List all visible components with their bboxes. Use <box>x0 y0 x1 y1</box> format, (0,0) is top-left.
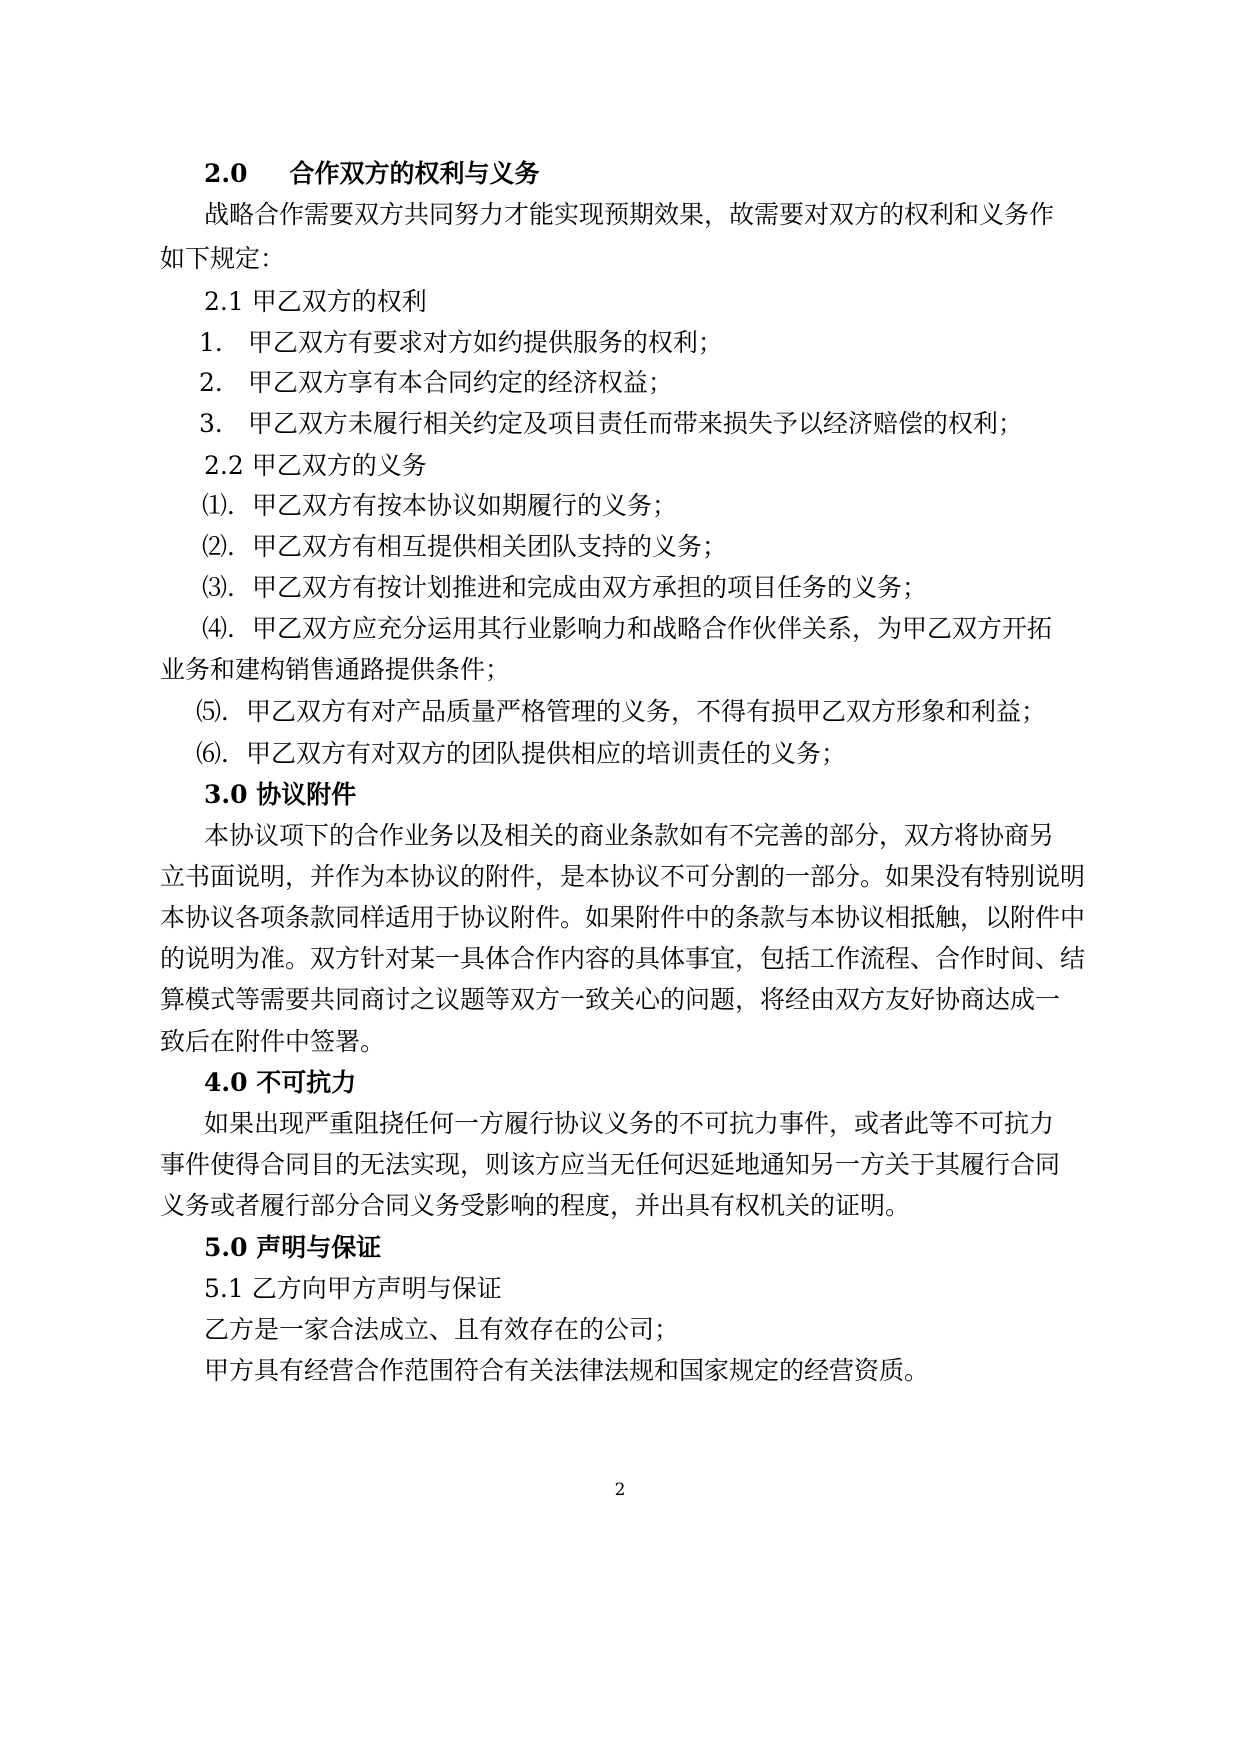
section-4-0-line-2: 事件使得合同目的无法实现，则该方应当无任何迟延地通知另一方关于其履行合同 <box>160 1150 1061 1179</box>
heading-2-0-number: 2.0 <box>204 159 248 188</box>
section-3-0-line-4: 的说明为准。双方针对某一具体合作内容的具体事宜，包括工作流程、合作时间、结 <box>160 944 1086 973</box>
page-number: 2 <box>614 1480 626 1500</box>
duties-item-5: ⑸．甲乙双方有对产品质量严格管理的义务，不得有损甲乙双方形象和利益； <box>196 697 1047 726</box>
section-5-1-line-1: 乙方是一家合法成立、且有效存在的公司； <box>204 1315 680 1344</box>
section-4-0-line-3: 义务或者履行部分合同义务受影响的程度，并出具有权机关的证明。 <box>160 1191 911 1220</box>
heading-3-0: 3.0 协议附件 <box>204 780 357 809</box>
duties-item-1: ⑴．甲乙双方有按本协议如期履行的义务； <box>202 491 678 520</box>
section-3-0-line-2: 立书面说明，并作为本协议的附件，是本协议不可分割的一部分。如果没有特别说明 <box>160 862 1086 891</box>
heading-5-0: 5.0 声明与保证 <box>204 1233 382 1262</box>
rights-item-2: 2． 甲乙双方享有本合同约定的经济权益； <box>199 368 673 397</box>
heading-2-0-title: 合作双方的权利与义务 <box>289 159 540 188</box>
intro-line-2: 如下规定： <box>160 244 286 273</box>
rights-item-1: 1． 甲乙双方有要求对方如约提供服务的权利； <box>199 328 723 357</box>
rights-item-3: 3． 甲乙双方未履行相关约定及项目责任而带来损失予以经济赔偿的权利； <box>199 409 1023 438</box>
section-2-1-heading: 2.1 甲乙双方的权利 <box>204 287 427 316</box>
section-3-0-line-6: 致后在附件中签署。 <box>160 1027 386 1056</box>
duties-item-4: ⑷．甲乙双方应充分运用其行业影响力和战略合作伙伴关系，为甲乙双方开拓 <box>202 614 1053 643</box>
section-2-2-heading: 2.2 甲乙双方的义务 <box>204 451 427 480</box>
duties-item-6: ⑹．甲乙双方有对双方的团队提供相应的培训责任的义务； <box>196 739 847 768</box>
section-3-0-line-3: 本协议各项条款同样适用于协议附件。如果附件中的条款与本协议相抵触，以附件中 <box>160 903 1086 932</box>
heading-2-0 <box>204 158 540 190</box>
intro-line-1: 战略合作需要双方共同努力才能实现预期效果，故需要对双方的权利和义务作 <box>204 200 1055 229</box>
heading-4-0: 4.0 不可抗力 <box>204 1068 357 1097</box>
section-5-1-line-2: 甲方具有经营合作范围符合有关法律法规和国家规定的经营资质。 <box>204 1356 930 1385</box>
section-5-1-heading: 5.1 乙方向甲方声明与保证 <box>204 1274 502 1303</box>
duties-item-4-cont: 业务和建构销售通路提供条件； <box>160 655 511 684</box>
duties-item-2: ⑵．甲乙双方有相互提供相关团队支持的义务； <box>202 532 728 561</box>
duties-item-3: ⑶．甲乙双方有按计划推进和完成由双方承担的项目任务的义务； <box>202 573 928 602</box>
section-3-0-line-5: 算模式等需要共同商讨之议题等双方一致关心的问题，将经由双方友好协商达成一 <box>160 985 1061 1014</box>
section-3-0-line-1: 本协议项下的合作业务以及相关的商业条款如有不完善的部分，双方将协商另 <box>204 821 1055 850</box>
section-4-0-line-1: 如果出现严重阻挠任何一方履行协议义务的不可抗力事件，或者此等不可抗力 <box>204 1109 1055 1138</box>
